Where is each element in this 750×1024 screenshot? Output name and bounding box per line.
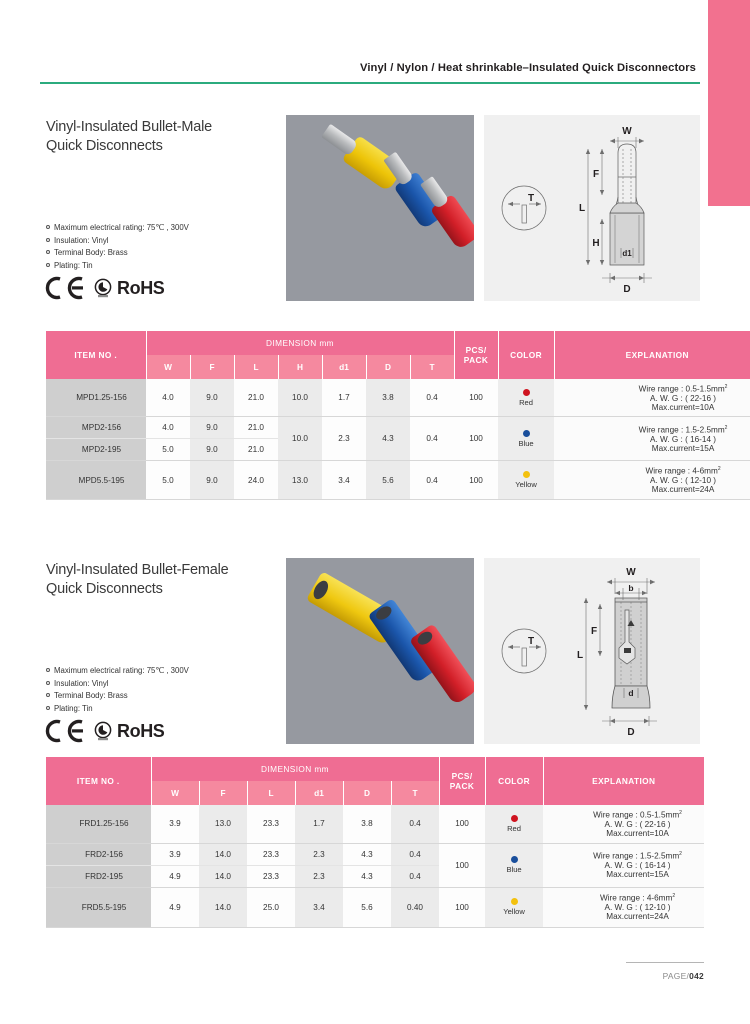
cell-L: 21.0 — [234, 439, 278, 461]
label-D: D — [623, 284, 631, 295]
th-item-no: ITEM NO . — [46, 331, 146, 379]
th-dim-F: F — [199, 781, 247, 805]
cell-T: 0.4 — [391, 865, 439, 887]
cell-F: 14.0 — [199, 887, 247, 927]
cell-d1: 2.3 — [295, 865, 343, 887]
th-dim-d1: d1 — [322, 355, 366, 379]
bullet-icon — [46, 693, 50, 697]
page-number — [663, 971, 704, 981]
cell-F: 14.0 — [199, 865, 247, 887]
cell-L: 21.0 — [234, 417, 278, 439]
spec-item — [46, 222, 189, 235]
section-title-line2: Quick Disconnects — [46, 581, 163, 597]
spec-text: Plating: Tin — [54, 703, 93, 713]
cell-color — [485, 805, 543, 843]
bullet-icon — [46, 706, 50, 710]
expl-line3: Max.current=10A — [651, 403, 715, 413]
label-W: W — [626, 567, 636, 578]
cell-D: 5.6 — [366, 461, 410, 499]
color-label: Yellow — [503, 907, 525, 916]
label-L: L — [576, 650, 584, 661]
table-row — [46, 417, 750, 439]
spec-list-female — [46, 665, 189, 715]
product-photo-female — [286, 558, 474, 744]
cell-explanation — [554, 417, 750, 461]
section-title-line1: Vinyl-Insulated Bullet-Male — [46, 119, 213, 135]
th-pcs-line2: PACK — [449, 781, 475, 791]
spec-item — [46, 690, 189, 703]
spec-text: Terminal Body: Brass — [54, 248, 128, 258]
cell-d1: 3.4 — [295, 887, 343, 927]
cell-explanation — [543, 805, 704, 843]
technical-drawing-female — [484, 558, 700, 744]
cell-d1: 2.3 — [295, 843, 343, 865]
label-H: H — [592, 238, 600, 249]
rohs-mark — [93, 278, 164, 299]
cell-F: 14.0 — [199, 843, 247, 865]
color-dot — [511, 856, 518, 863]
th-dim-W: W — [146, 355, 190, 379]
cell-D: 4.3 — [366, 417, 410, 461]
cell-L: 21.0 — [234, 379, 278, 417]
th-pcs-line1: PCS/ — [465, 345, 487, 355]
th-pcs-line2: PACK — [463, 355, 489, 365]
th-dim-L: L — [247, 781, 295, 805]
label-T: T — [527, 193, 535, 204]
color-label: Blue — [506, 865, 522, 874]
cell-F: 9.0 — [190, 461, 234, 499]
section-title-line1: Vinyl-Insulated Bullet-Female — [46, 562, 229, 578]
drawing-svg-female — [484, 558, 700, 744]
cell-color — [498, 379, 554, 417]
cell-D: 3.8 — [366, 379, 410, 417]
cell-item: FRD2-156 — [46, 843, 151, 865]
cell-item: MPD2-195 — [46, 439, 146, 461]
cell-explanation — [543, 843, 704, 887]
label-d: d — [628, 688, 634, 698]
cell-L: 23.3 — [247, 805, 295, 843]
cell-color — [498, 461, 554, 499]
cell-item: MPD2-156 — [46, 417, 146, 439]
label-b: b — [628, 583, 634, 593]
spec-table-female — [46, 757, 704, 928]
expl-line2: A. W. G : ( 16-14 ) — [650, 435, 717, 445]
color-dot — [511, 898, 518, 905]
color-dot — [523, 389, 530, 396]
th-color: COLOR — [485, 757, 543, 805]
certification-marks-female — [44, 719, 164, 743]
cell-T: 0.4 — [410, 417, 454, 461]
cell-color — [485, 843, 543, 887]
th-explanation: EXPLANATION — [543, 757, 704, 805]
color-label: Red — [519, 397, 534, 407]
cell-L: 23.3 — [247, 843, 295, 865]
table-row — [46, 379, 750, 417]
spec-item — [46, 703, 189, 716]
page-header-divider — [40, 82, 700, 84]
rohs-circle-icon — [93, 278, 113, 298]
cell-explanation — [554, 379, 750, 417]
cell-pcs: 100 — [454, 461, 498, 499]
page-value: 042 — [689, 971, 704, 981]
label-L: L — [578, 203, 586, 214]
expl-line2: A. W. G : ( 22-16 ) — [604, 820, 671, 830]
color-dot — [511, 815, 518, 822]
th-color: COLOR — [498, 331, 554, 379]
spec-text: Maximum electrical rating: 75℃ , 300V — [54, 666, 189, 675]
label-d1: d1 — [622, 249, 632, 258]
th-dim-F: F — [190, 355, 234, 379]
th-dim-d1: d1 — [295, 781, 343, 805]
cell-T: 0.4 — [410, 379, 454, 417]
spec-item — [46, 235, 189, 248]
rohs-mark — [93, 721, 164, 742]
certification-marks-male — [44, 276, 164, 300]
expl-line3: Max.current=10A — [606, 829, 669, 839]
cell-W: 3.9 — [151, 843, 199, 865]
expl-line3: Max.current=24A — [651, 485, 715, 495]
ce-mark-icon — [44, 719, 86, 743]
expl-line1: Wire range : $4-6mm^2$ — [599, 893, 676, 904]
footer-divider — [626, 962, 704, 963]
cell-T: 0.4 — [391, 843, 439, 865]
spec-item — [46, 260, 189, 273]
spec-text: Maximum electrical rating: 75℃ , 300V — [54, 223, 189, 232]
section-bullet-male — [0, 110, 750, 495]
page-header-title: Vinyl / Nylon / Heat shrinkable–Insulated Quick Disconnectors — [359, 62, 696, 74]
section-title-line2: Quick Disconnects — [46, 138, 163, 154]
th-dim-T: T — [391, 781, 439, 805]
spec-text: Terminal Body: Brass — [54, 691, 128, 701]
th-dimension: DIMENSION mm — [151, 757, 439, 781]
th-dim-L: L — [234, 355, 278, 379]
label-D: D — [627, 727, 635, 738]
spec-list-male — [46, 222, 189, 272]
cell-explanation — [543, 887, 704, 927]
bullet-icon — [46, 681, 50, 685]
cell-F: 9.0 — [190, 439, 234, 461]
expl-line3: Max.current=15A — [606, 870, 669, 880]
product-photo-male — [286, 115, 474, 301]
table-row — [46, 843, 704, 865]
cell-item: FRD5.5-195 — [46, 887, 151, 927]
cell-T: 0.4 — [391, 805, 439, 843]
spec-table-wrapper-male — [46, 331, 728, 500]
table-row — [46, 461, 750, 499]
ce-mark-icon — [44, 276, 86, 300]
th-dim-D: D — [366, 355, 410, 379]
expl-line2: A. W. G : ( 12-10 ) — [604, 903, 671, 913]
expl-line3: Max.current=15A — [651, 444, 715, 454]
bullet-icon — [46, 263, 50, 267]
page-header — [40, 62, 700, 84]
cell-L: 23.3 — [247, 865, 295, 887]
spec-text: Insulation: Vinyl — [54, 678, 109, 688]
th-dim-D: D — [343, 781, 391, 805]
th-dim-T: T — [410, 355, 454, 379]
th-pcs-pack — [439, 757, 485, 805]
bullet-icon — [46, 668, 50, 672]
cell-explanation — [554, 461, 750, 499]
expl-line1: Wire range : $0.5-1.5mm^2$ — [638, 384, 728, 394]
cell-W: 3.9 — [151, 805, 199, 843]
cell-item: FRD1.25-156 — [46, 805, 151, 843]
cell-color — [485, 887, 543, 927]
label-W: W — [622, 126, 632, 137]
cell-W: 4.0 — [146, 417, 190, 439]
bullet-icon — [46, 250, 50, 254]
label-T: T — [527, 636, 535, 647]
bullet-icon — [46, 238, 50, 242]
cell-d1: 1.7 — [322, 379, 366, 417]
th-pcs-line1: PCS/ — [451, 771, 473, 781]
cell-W: 4.9 — [151, 887, 199, 927]
drawing-svg-male — [484, 115, 700, 301]
section-bullet-female — [0, 553, 750, 922]
cell-d1: 1.7 — [295, 805, 343, 843]
table-row — [46, 805, 704, 843]
cell-d1: 3.4 — [322, 461, 366, 499]
cell-T: 0.4 — [410, 461, 454, 499]
color-dot — [523, 430, 530, 437]
spec-item — [46, 247, 189, 260]
th-dimension: DIMENSION mm — [146, 331, 454, 355]
color-label: Blue — [518, 438, 534, 448]
cell-pcs: 100 — [454, 379, 498, 417]
cell-L: 24.0 — [234, 461, 278, 499]
th-explanation: EXPLANATION — [554, 331, 750, 379]
page-label: PAGE/ — [662, 971, 690, 981]
label-F: F — [590, 626, 598, 637]
th-item-no: ITEM NO . — [46, 757, 151, 805]
cell-pcs: 100 — [439, 887, 485, 927]
expl-line3: Max.current=24A — [606, 912, 669, 922]
expl-line2: A. W. G : ( 16-14 ) — [604, 861, 671, 871]
rohs-label: RoHS — [117, 720, 165, 741]
cell-T: 0.40 — [391, 887, 439, 927]
bullet-icon — [46, 225, 50, 229]
spec-item — [46, 678, 189, 691]
rohs-circle-icon — [93, 721, 113, 741]
cell-pcs: 100 — [454, 417, 498, 461]
table-row — [46, 887, 704, 927]
label-F: F — [592, 169, 600, 180]
cell-H: 13.0 — [278, 461, 322, 499]
cell-W: 4.0 — [146, 379, 190, 417]
color-dot — [523, 471, 530, 478]
section-title-female — [46, 561, 229, 599]
spec-table-wrapper-female — [46, 757, 704, 928]
cell-W: 5.0 — [146, 439, 190, 461]
cell-item: FRD2-195 — [46, 865, 151, 887]
expl-line1: Wire range : $0.5-1.5mm^2$ — [593, 810, 682, 820]
spec-text: Plating: Tin — [54, 260, 93, 270]
cell-W: 4.9 — [151, 865, 199, 887]
cell-H: 10.0 — [278, 417, 322, 461]
cell-pcs: 100 — [439, 843, 485, 887]
expl-line1: Wire range : $1.5-2.5mm^2$ — [593, 851, 682, 862]
spec-text: Insulation: Vinyl — [54, 235, 109, 245]
th-dim-W: W — [151, 781, 199, 805]
rohs-label: RoHS — [117, 277, 165, 298]
cell-H: 10.0 — [278, 379, 322, 417]
cell-D: 4.3 — [343, 843, 391, 865]
cell-F: 9.0 — [190, 417, 234, 439]
spec-table-male — [46, 331, 750, 500]
cell-W: 5.0 — [146, 461, 190, 499]
cell-D: 4.3 — [343, 865, 391, 887]
expl-line2: A. W. G : ( 12-10 ) — [650, 476, 717, 486]
cell-item: MPD1.25-156 — [46, 379, 146, 417]
th-dim-H: H — [278, 355, 322, 379]
cell-pcs: 100 — [439, 805, 485, 843]
cell-D: 3.8 — [343, 805, 391, 843]
cell-F: 9.0 — [190, 379, 234, 417]
cell-L: 25.0 — [247, 887, 295, 927]
th-pcs-pack — [454, 331, 498, 379]
cell-D: 5.6 — [343, 887, 391, 927]
cell-item: MPD5.5-195 — [46, 461, 146, 499]
color-label: Red — [507, 823, 522, 833]
cell-F: 13.0 — [199, 805, 247, 843]
spec-item — [46, 665, 189, 678]
expl-line1: Wire range : $4-6mm^2$ — [645, 466, 721, 477]
cell-color — [498, 417, 554, 461]
technical-drawing-male — [484, 115, 700, 301]
expl-line1: Wire range : $1.5-2.5mm^2$ — [638, 425, 728, 435]
color-label: Yellow — [515, 480, 537, 490]
cell-d1: 2.3 — [322, 417, 366, 461]
expl-line2: A. W. G : ( 22-16 ) — [650, 393, 717, 403]
section-title-male — [46, 118, 212, 156]
